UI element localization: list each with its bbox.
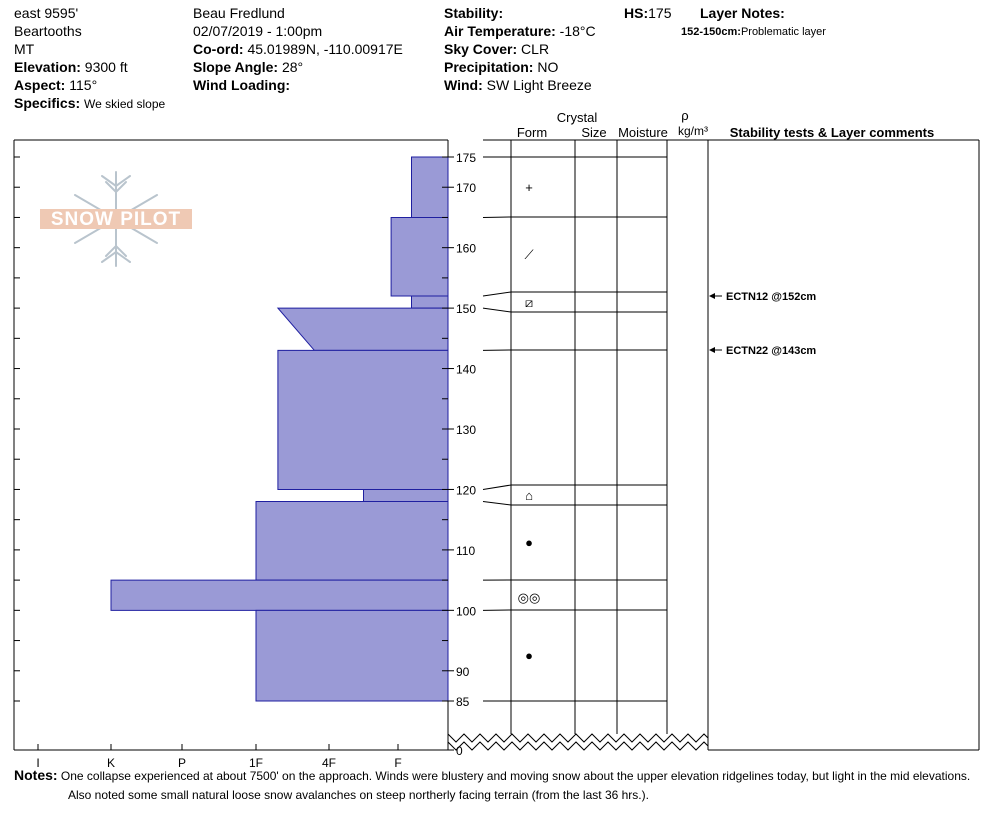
layer-table xyxy=(448,140,979,750)
hardness-tick-label: 1F xyxy=(248,756,264,770)
location-text: east 9595' xyxy=(14,5,79,21)
precip-label: Precipitation: xyxy=(444,59,534,75)
layer-note-text: Problematic layer xyxy=(740,26,826,38)
stability-test-label: ECTN22 @143cm xyxy=(726,345,817,357)
header-moisture: Moisture xyxy=(618,125,668,140)
height-labels xyxy=(448,151,476,758)
stability-test-arrowhead xyxy=(709,293,715,299)
specifics-value: We skied slope xyxy=(84,97,166,111)
height-tick-label: 90 xyxy=(456,664,470,679)
grain-symbols xyxy=(518,180,541,663)
height-tick-label: 150 xyxy=(456,302,477,317)
grain-form-symbol: ⌂ xyxy=(525,488,533,503)
stability-test-label: ECTN12 @152cm xyxy=(726,291,817,303)
header-density-unit: kg/m³ xyxy=(678,124,708,138)
elevation-label: Elevation: xyxy=(14,59,81,75)
header-crystal: Crystal xyxy=(556,110,598,125)
notes-line-2: Also noted some small natural loose snow avalanches on steep northerly facing terrain (from the last 36 hrs.). xyxy=(68,788,649,802)
state-text: MT xyxy=(14,41,35,57)
wind-label: Wind: xyxy=(444,77,483,93)
header-comments: Stability tests & Layer comments xyxy=(729,125,935,140)
aspect-label: Aspect: xyxy=(14,77,66,93)
height-tick-label: 140 xyxy=(456,362,477,377)
logo-text: SNOW PILOT xyxy=(50,209,182,230)
hardness-bar xyxy=(256,610,448,701)
hardness-bar xyxy=(391,217,448,296)
range-text: Beartooths xyxy=(14,23,82,39)
grain-form-symbol: ⟋ xyxy=(524,247,534,262)
height-tick-label: 130 xyxy=(456,423,477,437)
hardness-bar xyxy=(278,350,448,489)
height-tick-label: 110 xyxy=(456,543,476,558)
wind-value: SW Light Breeze xyxy=(486,77,592,93)
hardness-bar xyxy=(111,580,448,610)
header-form: Form xyxy=(516,125,548,140)
grain-form-symbol: ● xyxy=(525,648,533,663)
air-temp-value: -18°C xyxy=(559,23,596,39)
hardness-tick-label: F xyxy=(394,756,402,770)
snowpilot-logo xyxy=(40,172,192,266)
datetime-text: 02/07/2019 - 1:00pm xyxy=(193,23,323,39)
hardness-bar xyxy=(412,296,449,308)
grain-form-symbol: ● xyxy=(525,535,533,550)
height-tick-label: 85 xyxy=(456,695,470,709)
wind-loading-label: Wind Loading: xyxy=(193,77,291,93)
stability-test-arrowhead xyxy=(709,347,715,353)
hardness-tick-label: 4F xyxy=(321,756,337,770)
specifics-label: Specifics: xyxy=(14,95,81,111)
notes-line-1: One collapse experienced at about 7500' on the approach. Winds were blustery and moving snow about the upper elevation ridgelines today, but light in the mid elevations. xyxy=(60,769,971,783)
header-rho: ρ xyxy=(681,108,689,123)
hardness-bar xyxy=(364,489,449,501)
height-tick-label: 160 xyxy=(456,241,477,256)
sky-label: Sky Cover: xyxy=(444,41,518,57)
hardness-bar xyxy=(278,308,448,350)
hs-value: 175 xyxy=(648,5,672,21)
air-temp-label: Air Temperature: xyxy=(444,23,556,39)
height-tick-label: 100 xyxy=(456,604,477,619)
grain-form-symbol: ⧄ xyxy=(524,295,534,310)
height-tick-label: 170 xyxy=(456,181,477,196)
table-zigzag-top xyxy=(448,734,708,742)
notes-block xyxy=(14,766,989,805)
hardness-tick-label: K xyxy=(106,756,116,770)
header-size: Size xyxy=(581,125,607,140)
hardness-bars xyxy=(111,157,448,701)
hardness-tick-label: I xyxy=(36,756,40,770)
slope-value: 28° xyxy=(281,59,304,75)
height-tick-label: 0 xyxy=(456,744,463,758)
sky-value: CLR xyxy=(521,41,550,57)
stability-tests xyxy=(709,291,816,357)
table-zigzag-bottom xyxy=(448,742,708,750)
height-tick-label: 175 xyxy=(456,151,477,165)
stability-label: Stability: xyxy=(444,5,504,21)
precip-value: NO xyxy=(537,59,559,75)
notes-label: Notes: xyxy=(14,767,58,783)
observer-text: Beau Fredlund xyxy=(193,5,285,21)
grain-form-symbol: ◎◎ xyxy=(517,590,541,605)
height-tick-label: 120 xyxy=(456,483,477,498)
elevation-value: 9300 ft xyxy=(84,59,128,75)
layer-note-range: 152-150cm: xyxy=(681,26,741,38)
hardness-bar xyxy=(256,502,448,581)
layer-notes-title: Layer Notes: xyxy=(700,5,785,21)
hs-label: HS: xyxy=(624,5,649,21)
aspect-value: 115° xyxy=(69,77,98,93)
coord-label: Co-ord: xyxy=(193,41,244,57)
hardness-tick-label: P xyxy=(177,756,187,770)
slope-label: Slope Angle: xyxy=(193,59,279,75)
coord-value: 45.01989N, -110.00917E xyxy=(247,41,403,57)
grain-form-symbol: + xyxy=(525,180,533,195)
